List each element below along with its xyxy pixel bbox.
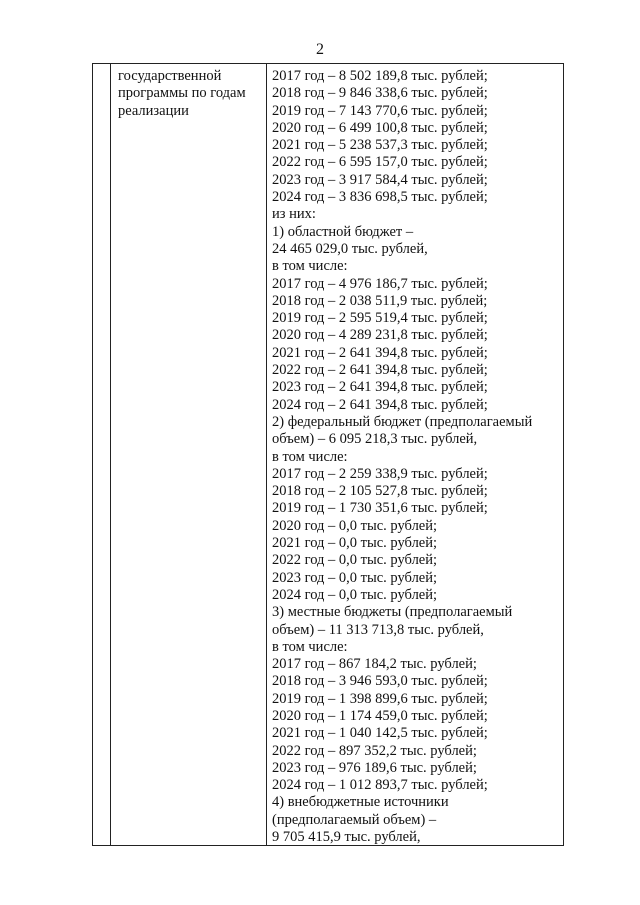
value-line: 2023 год – 3 917 584,4 тыс. рублей; [272, 171, 488, 188]
value-line: 2022 год – 2 641 394,8 тыс. рублей; [272, 362, 488, 379]
value-line: 2022 год – 897 352,2 тыс. рублей; [272, 742, 477, 759]
value-line: в том числе: [272, 638, 348, 655]
value-line: 2020 год – 6 499 100,8 тыс. рублей; [272, 119, 488, 136]
value-line: 1) областной бюджет – [272, 223, 414, 240]
value-line: 2024 год – 2 641 394,8 тыс. рублей; [272, 396, 488, 413]
funding-table [92, 63, 564, 846]
value-line: 24 465 029,0 тыс. рублей, [272, 240, 428, 257]
value-line: 9 705 415,9 тыс. рублей, [272, 829, 421, 846]
value-line: 2019 год – 1 398 899,6 тыс. рублей; [272, 690, 488, 707]
value-line: 2017 год – 4 976 186,7 тыс. рублей; [272, 275, 488, 292]
value-line: 2019 год – 2 595 519,4 тыс. рублей; [272, 310, 488, 327]
value-line: объем) – 11 313 713,8 тыс. рублей, [272, 621, 484, 638]
value-line: в том числе: [272, 448, 348, 465]
value-line: 2020 год – 4 289 231,8 тыс. рублей; [272, 327, 488, 344]
value-line: 2021 год – 1 040 142,5 тыс. рублей; [272, 725, 488, 742]
label-line: программы по годам [118, 85, 246, 102]
value-line: 2021 год – 0,0 тыс. рублей; [272, 535, 438, 552]
column-divider [266, 64, 267, 845]
value-line: 2021 год – 5 238 537,3 тыс. рублей; [272, 137, 488, 154]
row-value-cell [272, 68, 560, 846]
value-line: 2023 год – 2 641 394,8 тыс. рублей; [272, 379, 488, 396]
label-line: реализации [118, 102, 189, 119]
value-line: в том числе: [272, 258, 348, 275]
row-label-cell [118, 68, 263, 120]
value-line: 2023 год – 976 189,6 тыс. рублей; [272, 759, 477, 776]
value-line: (предполагаемый объем) – [272, 811, 437, 828]
value-line: 2018 год – 2 105 527,8 тыс. рублей; [272, 483, 488, 500]
value-line: 2024 год – 0,0 тыс. рублей; [272, 586, 438, 603]
value-line: 2020 год – 0,0 тыс. рублей; [272, 517, 438, 534]
value-line: 2023 год – 0,0 тыс. рублей; [272, 569, 438, 586]
value-line: 2017 год – 8 502 189,8 тыс. рублей; [272, 68, 488, 84]
value-line: 4) внебюджетные источники [272, 794, 449, 811]
value-line: 2024 год – 1 012 893,7 тыс. рублей; [272, 777, 488, 794]
value-line: из них: [272, 206, 316, 223]
value-line: 2021 год – 2 641 394,8 тыс. рублей; [272, 344, 488, 361]
value-line: 2017 год – 867 184,2 тыс. рублей; [272, 656, 477, 673]
value-line: 2020 год – 1 174 459,0 тыс. рублей; [272, 707, 488, 724]
column-divider [110, 64, 111, 845]
page-number: 2 [316, 41, 324, 58]
value-line: 2022 год – 0,0 тыс. рублей; [272, 552, 438, 569]
value-line: 2018 год – 2 038 511,9 тыс. рублей; [272, 292, 488, 309]
value-line: 2019 год – 7 143 770,6 тыс. рублей; [272, 102, 488, 119]
value-line: 2018 год – 3 946 593,0 тыс. рублей; [272, 673, 488, 690]
value-line: 2019 год – 1 730 351,6 тыс. рублей; [272, 500, 488, 517]
value-line: объем) – 6 095 218,3 тыс. рублей, [272, 431, 478, 448]
value-line: 2) федеральный бюджет (предполагаемый [272, 413, 533, 430]
label-line: государственной [118, 68, 222, 84]
value-line: 2017 год – 2 259 338,9 тыс. рублей; [272, 465, 488, 482]
value-line: 2018 год – 9 846 338,6 тыс. рублей; [272, 85, 488, 102]
value-line: 2022 год – 6 595 157,0 тыс. рублей; [272, 154, 488, 171]
value-line: 2024 год – 3 836 698,5 тыс. рублей; [272, 189, 488, 206]
value-line: 3) местные бюджеты (предполагаемый [272, 604, 513, 621]
